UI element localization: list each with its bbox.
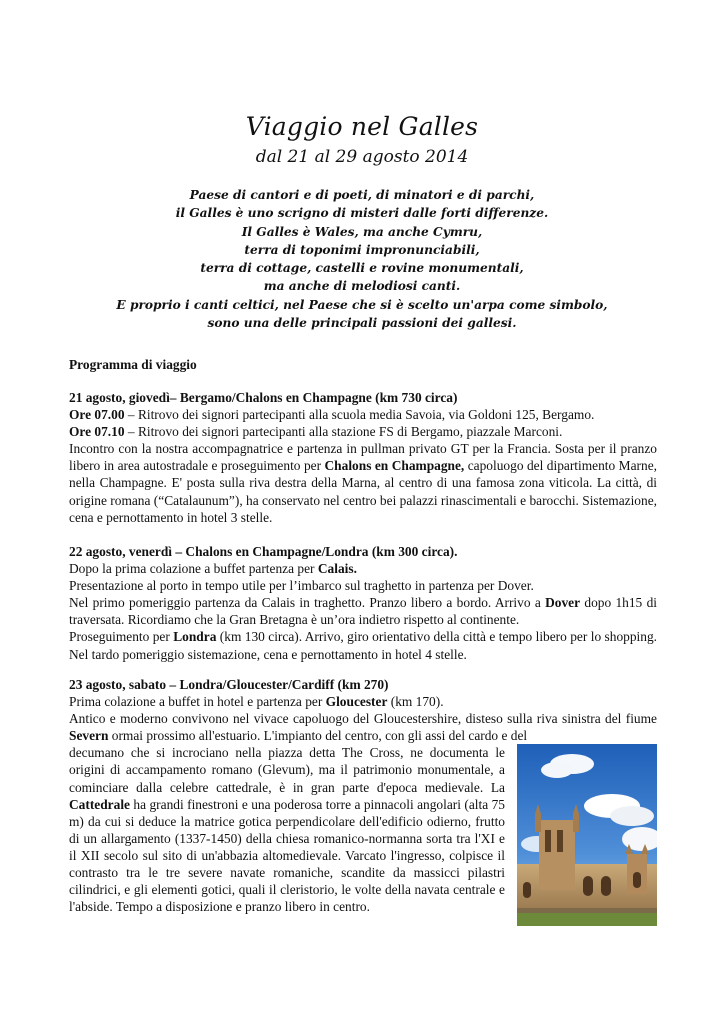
day-3-text-c: ormai prossimo all'estuario. L'impianto del centro, con gli assi del cardo e del <box>108 728 528 744</box>
day-1-text-cont: capoluogo del dipartimento Marne, nella Champagne. E' posta sulla riva destra della Marna, al centro di una famosa zona viticola. La città, di origine romana (“Catalaunum”), ha conservato nel centro bei palazzi rinascimentali e barocchi. Sistemazione, cena e pernottamento in hotel 3 stelle. <box>69 458 657 525</box>
day-2-text-e: (km 130 circa). Arrivo, giro orientativo della città e tempo libero per lo shopping. Nel tardo pomeriggio sistemazione, cena e pernottamento in hotel 4 stelle. <box>69 629 657 662</box>
day-2-place-calais: Calais. <box>317 561 357 577</box>
poem-line: sono una delle principali passioni dei gallesi. <box>207 316 517 331</box>
poem-line: ma anche di melodiosi canti. <box>263 279 461 294</box>
programma-heading <box>69 356 657 373</box>
day-3-line-1 <box>69 693 657 710</box>
day-3-text-b: Antico e moderno convivono nel vivace capoluogo del Gloucestershire, disteso sulla riva sinistra del fiume <box>69 711 657 727</box>
day-1-text: Incontro con la nostra accompagnatrice e partenza in pullman privato GT per la Francia. Sosta per il pranzo libero in area autostradale e proseguimento per <box>69 441 657 474</box>
day-1-heading: 21 agosto, giovedì– Bergamo/Chalons en Champagne (km 730 circa) <box>69 390 458 405</box>
ore-2-text: – Ritrovo dei signori partecipanti alla stazione FS di Bergamo, piazzale Marconi. <box>124 424 563 440</box>
day-1-ore-2 <box>69 423 657 440</box>
ore-2-label: Ore 07.10 <box>69 424 125 440</box>
day-2-section <box>69 543 657 663</box>
day-3-place-severn: Severn <box>69 728 109 744</box>
day-1-ore-1 <box>69 406 657 423</box>
day-2-text: Dopo la prima colazione a buffet partenza per <box>69 561 318 577</box>
poem-line: il Galles è uno scrigno di misteri dalle forti differenze. <box>175 206 549 221</box>
day-3-paragraph <box>69 710 657 744</box>
day-3-text: Prima colazione a buffet in hotel e partenza per <box>69 694 326 710</box>
day-3-heading: 23 agosto, sabato – Londra/Gloucester/Cardiff (km 270) <box>69 677 389 692</box>
poem-line: terra di cottage, castelli e rovine monumentali, <box>200 261 524 276</box>
day-1-section <box>69 389 657 526</box>
ore-1-label: Ore 07.00 <box>69 407 125 423</box>
day-2-place-dover: Dover <box>545 595 581 611</box>
day-2-text-b: Nel primo pomeriggio partenza da Calais in traghetto. Pranzo libero a bordo. Arrivo a <box>69 595 546 611</box>
day-2-line-1 <box>69 560 657 577</box>
day-2-paragraph-2 <box>69 628 657 662</box>
day-1-place: Chalons en Champagne, <box>324 458 465 474</box>
day-2-place-londra: Londra <box>173 629 217 645</box>
intro-poem <box>0 186 724 332</box>
ore-1-text: – Ritrovo dei signori partecipanti alla scuola media Savoia, via Goldoni 125, Bergamo. <box>124 407 595 423</box>
poem-line: Il Galles è Wales, ma anche Cymru, <box>241 224 483 239</box>
day-3-place-gloucester: Gloucester <box>325 694 388 710</box>
day-2-text-c: dopo 1h15 di traversata. Ricordiamo che la Gran Bretagna è un’ora indietro rispetto al continente. <box>69 595 657 628</box>
document-subtitle: dal 21 al 29 agosto 2014 <box>255 147 469 167</box>
day-3-wrapped-paragraph <box>69 744 505 915</box>
poem-line: terra di toponimi impronunciabili, <box>244 242 480 257</box>
day-1-paragraph <box>69 440 657 525</box>
document-title: Viaggio nel Galles <box>245 112 479 141</box>
cathedral-photo <box>517 744 657 926</box>
day-3-text-e: ha grandi finestroni e una poderosa torre a pinnacoli angolari (alta 75 m) da cui si deduce la matrice gotica perpendicolare dell'edificio odierno, frutto di un allargamento (1337-1450) della chiesa romanico-normanna sorta tra l'XI e il XII secolo sul sito di un'abbazia altomedievale. Varcato l'ingresso, colpisce il contrasto tra le tre severe navate romaniche, scandite da massicci pilastri cilindrici, e gli elementi gotici, quali il cleristorio, le volte della navata centrale e l'abside. Tempo a disposizione e pranzo libero in centro. <box>69 796 505 915</box>
day-2-text-d: Proseguimento per <box>69 629 174 645</box>
programma-heading-text: Programma di viaggio <box>69 357 197 372</box>
day-2-line-2: Presentazione al porto in tempo utile per l’imbarco sul traghetto in partenza per Dover. <box>69 578 534 594</box>
day-2-paragraph <box>69 594 657 628</box>
day-3-text-km: (km 170). <box>387 694 444 710</box>
day-3-text-d: decumano che si incrociano nella piazza detta The Cross, ne documenta le origini di accampamento romano (Glevum), ma il patrimonio monumentale, a cominciare dalla celebre cattedrale, è in gran parte d'epoca medievale. La <box>69 745 505 795</box>
day-2-heading: 22 agosto, venerdì – Chalons en Champagne/Londra (km 300 circa). <box>69 544 458 559</box>
day-3-place-cattedrale: Cattedrale <box>69 796 130 812</box>
poem-line: Paese di cantori e di poeti, di minatori e di parchi, <box>189 188 535 202</box>
poem-line: E proprio i canti celtici, nel Paese che si è scelto un'arpa come simbolo, <box>116 297 608 312</box>
